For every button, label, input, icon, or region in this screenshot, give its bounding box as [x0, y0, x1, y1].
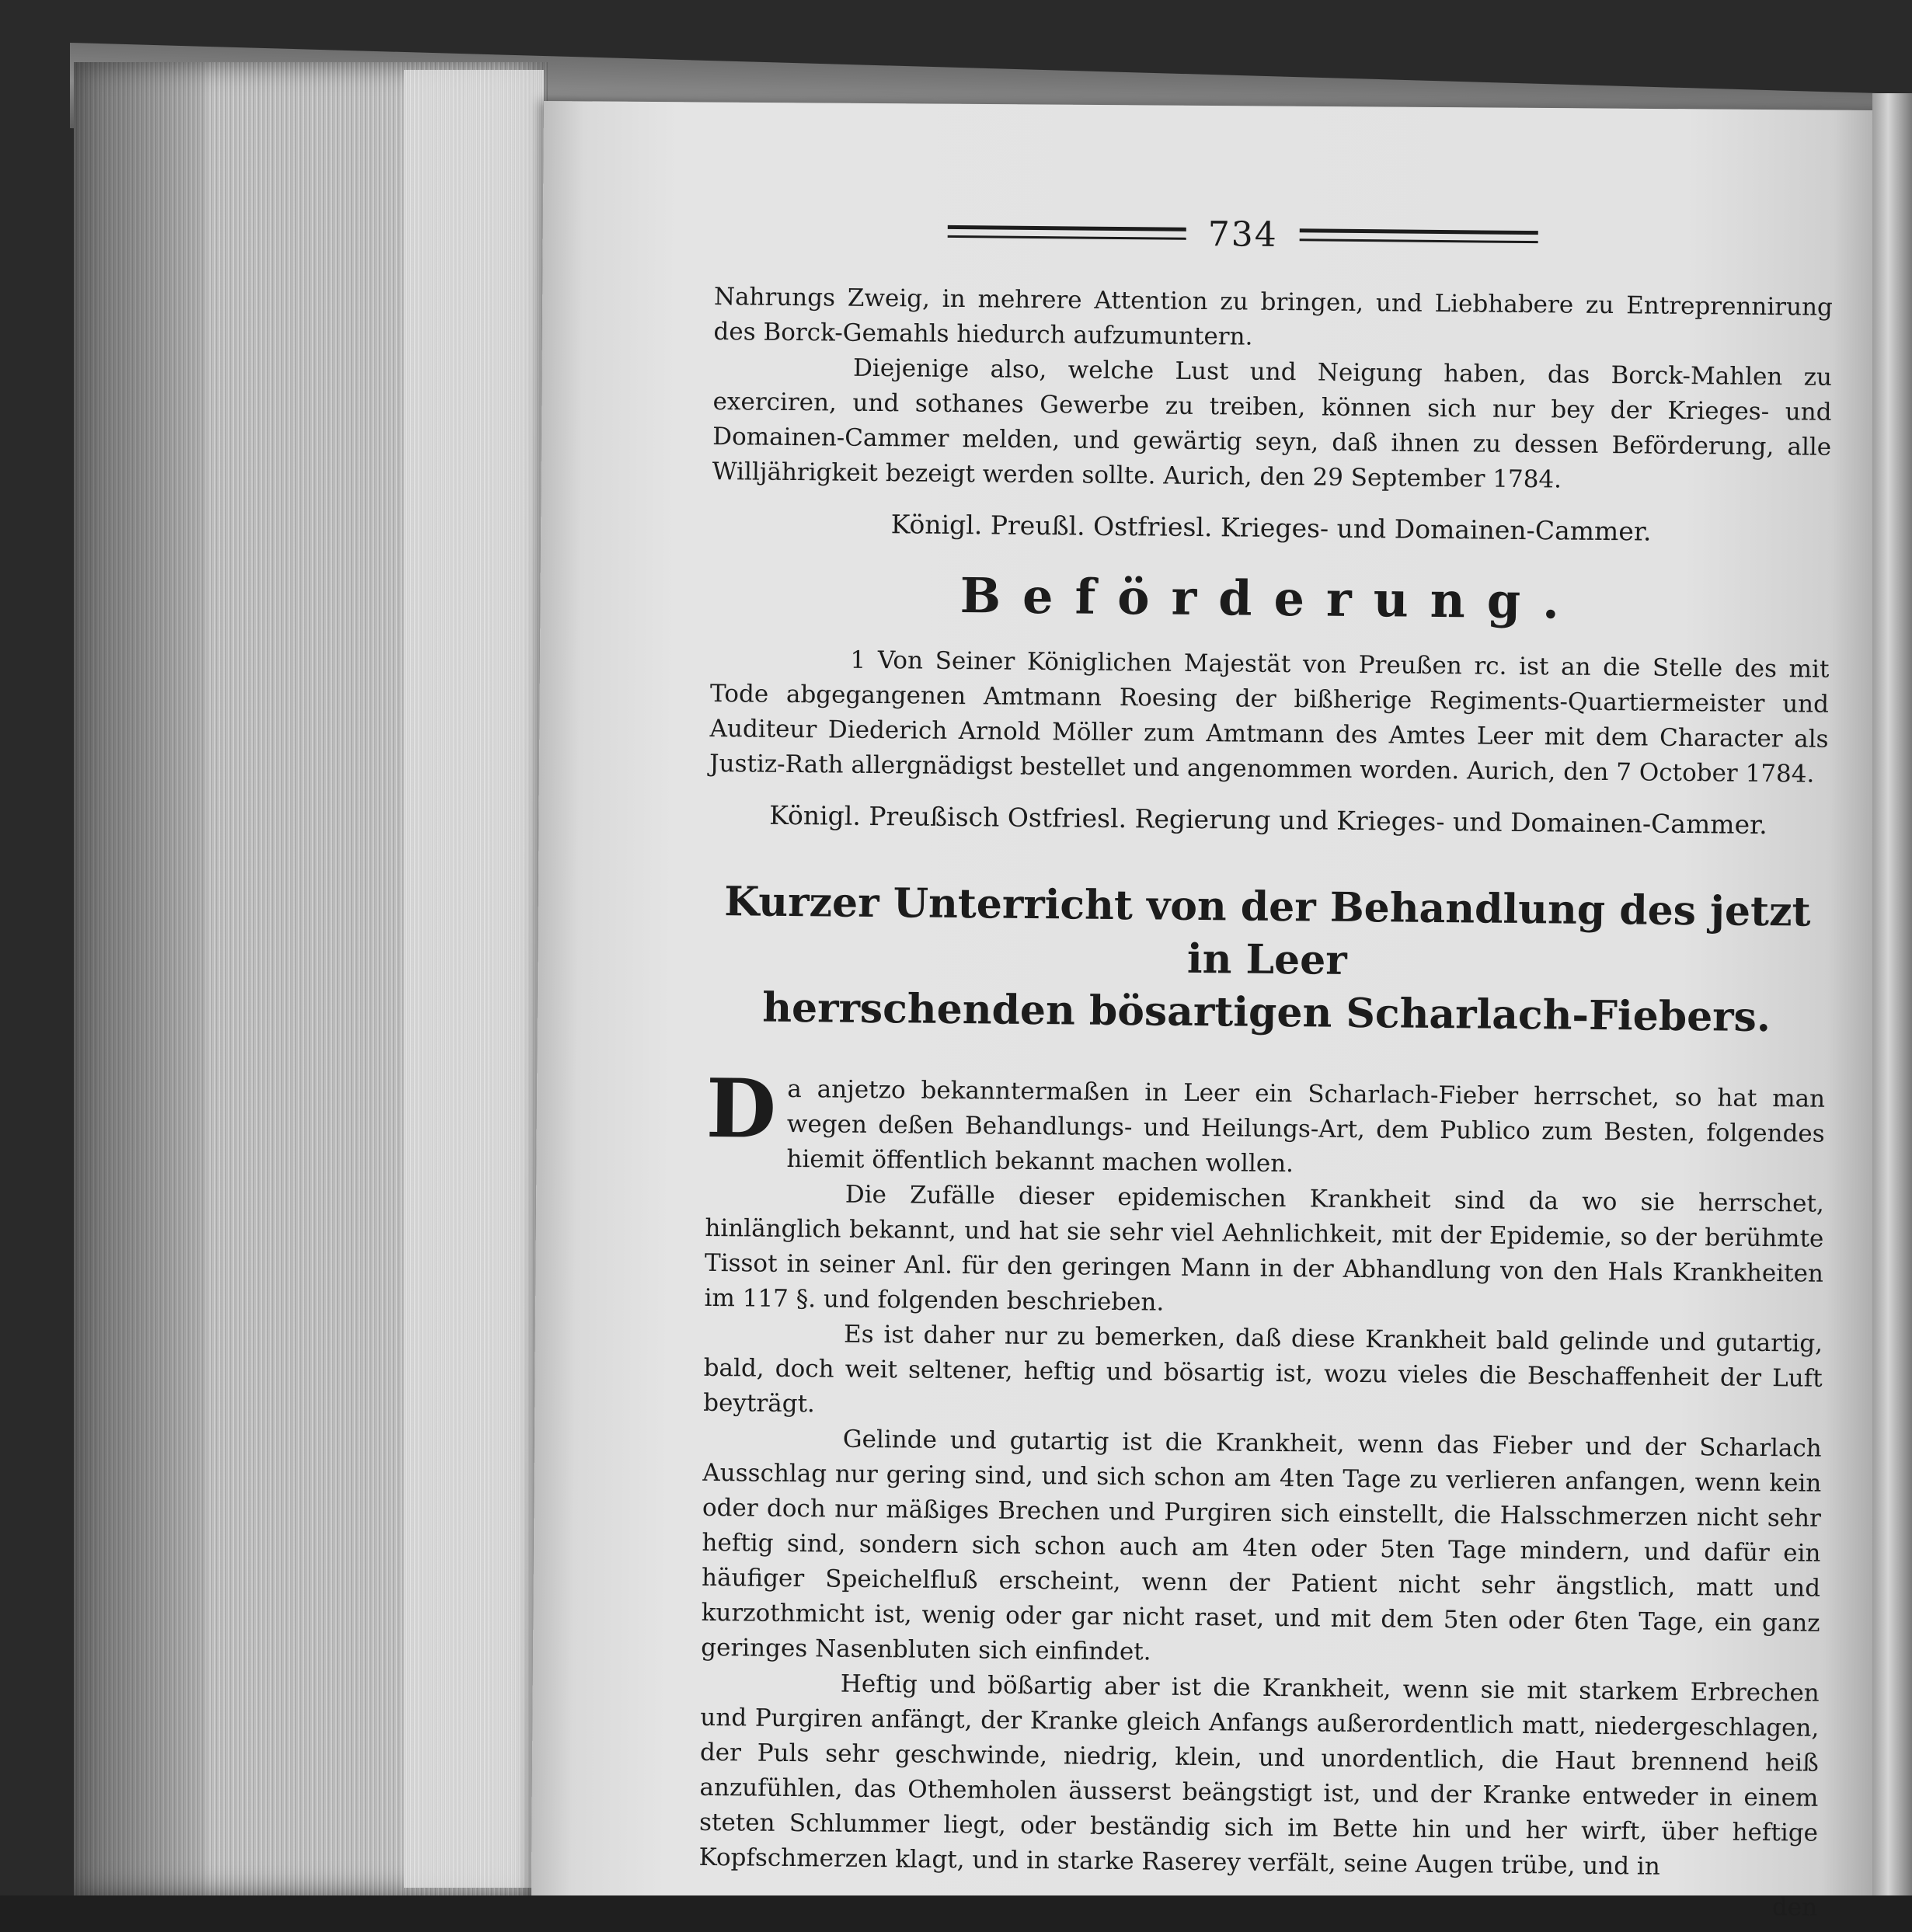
paragraph-text: a anjetzo bekanntermaßen in Leer ein Scharlach-Fieber herrschet, so hat man wegen deßen Behandlungs- und Heilungs-Art, dem Publico zum Besten, folgendes hiemit öffentlich bekannt machen wollen.	[786, 1074, 1826, 1178]
catchword: den	[1771, 1893, 1818, 1922]
paragraph-number: 1	[850, 646, 866, 674]
header-rule-left	[948, 225, 1186, 240]
page-stack-shadow	[74, 62, 206, 1895]
signature: Königl. Preußisch Ostfriesl. Regierung und Krieges- und Domainen-Cammer.	[769, 799, 1767, 841]
article-heading-line: Kurzer Unterricht von der Behandlung des jetzt in Leer	[723, 878, 1811, 984]
paragraph: Gelinde und gutartig ist die Krankheit, wenn das Fieber und der Scharlach Ausschlag nur gering sind, und sich schon am 4ten Tage zu verlieren anfangen, wenn kein oder doch nur mäßiges Brechen und Purgiren sich einstellt, die Halsschmerzen nicht sehr heftig sind, sondern sich schon auch am 4ten oder 5ten Tage mindern, und dafür ein häufiger Speichelfluß erscheint, wenn der Patient nicht sehr ängstlich, matt und kurzothmicht ist, wenig oder gar nicht raset, und mit dem 5ten oder 6ten Tage, ein ganz geringes Nasenbluten sich einfindet.	[701, 1425, 1822, 1666]
facing-page-edge	[1872, 93, 1912, 1911]
page-edges	[404, 70, 544, 1888]
continuation-text: Nahrungs Zweig, in mehrere Attention zu bringen, und Liebhabere zu Entreprennirung des Borck-Gemahls hiedurch aufzumuntern.	[713, 282, 1834, 351]
article-heading-line: herrschenden bösartigen Scharlach-Fiebers.	[761, 983, 1771, 1042]
paragraph: Diejenige also, welche Lust und Neigung haben, das Borck-Mahlen zu exerciren, und sothanes Gewerbe zu treiben, können sich nur bey der Krieges- und Domainen-Cammer melden, und gewärtig seyn, daß ihnen zu dessen Beförderung, alle Willjährigkeit bezeigt werden sollte. Aurich, den 29 September 1784.	[712, 353, 1833, 494]
drop-cap: D	[705, 1060, 777, 1157]
paragraph-text: Von Seiner Königlichen Majestät von Preußen rc. ist an die Stelle des mit Tode abgegangenen Amtmann Roesing der bißherige Regiments-Quartiermeister und Auditeur Diederich Arnold Möller zum Amtmann des Amtes Leer mit dem Character als Justiz-Rath allergnädigst bestellet und angenommen worden. Aurich, den 7 October 1784.	[709, 646, 1830, 788]
paragraph: Die Zufälle dieser epidemischen Krankheit sind da wo sie herrschet, hinlänglich bekannt, und hat sie sehr viel Aehnlichkeit, mit der Epidemie, so der berühmte Tissot in seiner Anl. für den geringen Mann in der Abhandlung von den Hals Krankheiten im 117 §. und folgenden beschrieben.	[704, 1180, 1824, 1317]
signature: Königl. Preußl. Ostfriesl. Krieges- und Domainen-Cammer.	[890, 509, 1652, 547]
article-heading	[707, 875, 1827, 1045]
header-rule-right	[1300, 228, 1538, 243]
paragraph: Es ist daher nur zu bemerken, daß diese Krankheit bald gelinde und gutartig, bald, doch weit seltener, heftig und bösartig ist, wozu vieles die Beschaffenheit der Luft beyträgt.	[703, 1320, 1823, 1419]
page-header	[948, 212, 1538, 256]
page-text	[698, 210, 1834, 1926]
paragraph: Heftig und bößartig aber ist die Krankheit, wenn sie mit starkem Erbrechen und Purgiren anfängt, der Kranke gleich Anfangs außerordentlich matt, niedergeschlagen, der Puls sehr geschwinde, niedrig, klein, und unordentlich, die Haut brennend heiß anzufühlen, das Othemholen äusserst beängstigt ist, und der Kranke entweder in einem steten Schlummer liegt, oder beständig sich im Bette hin und her wirft, über heftige Kopfschmerzen klagt, und in starke Raserey verfält, seine Augen trübe, und in	[698, 1669, 1820, 1881]
paragraph	[705, 1060, 1826, 1187]
page-number: 734	[1207, 214, 1278, 255]
section-heading: Beförderung.	[959, 567, 1582, 630]
paragraph	[709, 642, 1830, 792]
